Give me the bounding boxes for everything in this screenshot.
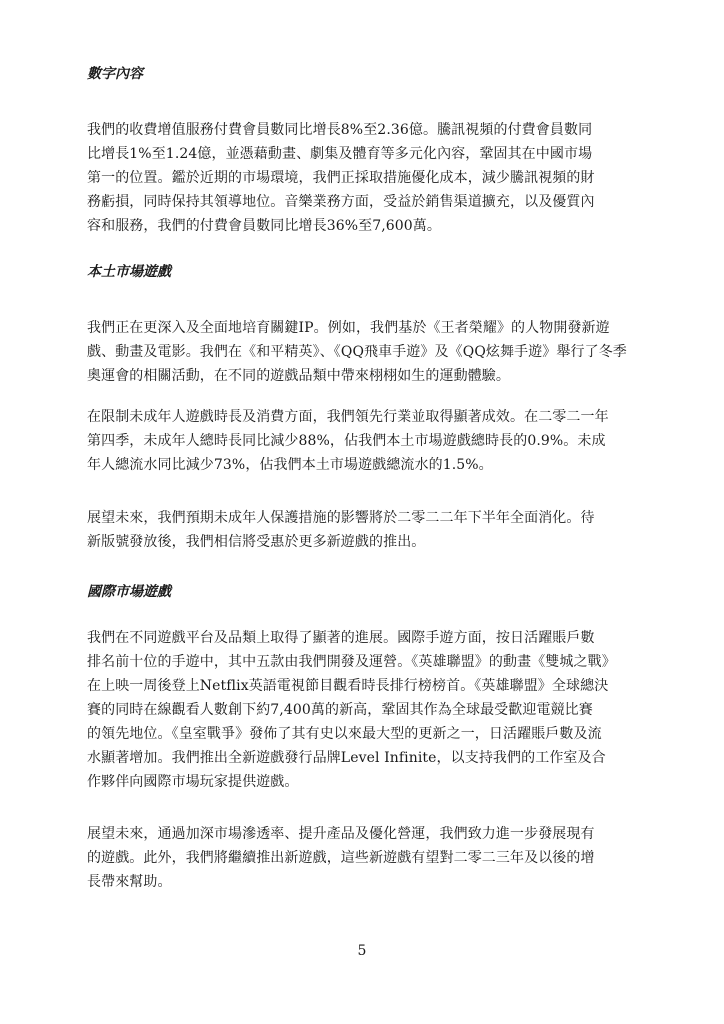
section-international-games xyxy=(87,580,639,604)
text-line: 的遊戲。此外，我們將繼續推出新遊戲，這些新遊戲有望對二零二三年及以後的增 xyxy=(87,850,595,866)
text-line: 比增長1%至1.24億，並憑藉動畫、劇集及體育等多元化內容，鞏固其在中國市場 xyxy=(87,146,593,162)
text-line: 展望未來，我們預期未成年人保護措施的影響將於二零二二年下半年全面消化。待 xyxy=(87,510,595,526)
paragraph xyxy=(87,822,639,894)
page-number: 5 xyxy=(357,943,367,959)
section-domestic-games xyxy=(87,260,639,284)
text-line: 奧運會的相關活動，在不同的遊戲品類中帶來栩栩如生的運動體驗。 xyxy=(87,368,510,384)
paragraph xyxy=(87,626,639,794)
paragraph xyxy=(87,118,639,238)
text-line: 的領先地位。《皇室戰爭》發佈了其有史以來最大型的更新之一，日活躍賬戶數及流 xyxy=(87,726,602,742)
section-heading: 國際市場遊戲 xyxy=(87,584,171,600)
text-line: 水顯著增加。我們推出全新遊戲發行品牌Level Infinite，以支持我們的工作室及合 xyxy=(87,750,606,766)
text-line: 在限制未成年人遊戲時長及消費方面，我們領先行業並取得顯著成效。在二零二一年 xyxy=(87,409,609,425)
text-line: 展望未來，通過加深市場滲透率、提升產品及優化營運，我們致力進一步發展現有 xyxy=(87,826,595,842)
text-line: 戲、動畫及電影。我們在《和平精英》、《QQ飛車手遊》及《QQ炫舞手遊》舉行了冬季 xyxy=(87,344,627,360)
paragraph xyxy=(87,405,639,477)
text-line: 我們正在更深入及全面地培育關鍵IP。例如，我們基於《王者榮耀》的人物開發新遊 xyxy=(87,320,610,336)
text-line: 排名前十位的手遊中，其中五款由我們開發及運營。《英雄聯盟》的動畫《雙城之戰》 xyxy=(87,654,616,670)
text-line: 務虧損，同時保持其領導地位。音樂業務方面，受益於銷售渠道擴充，以及優質內 xyxy=(87,194,595,210)
section-digital-content xyxy=(87,62,639,86)
text-line: 新版號發放後，我們相信將受惠於更多新遊戲的推出。 xyxy=(87,534,426,550)
text-line: 賽的同時在線觀看人數創下約7,400萬的新高，鞏固其作為全球最受歡迎電競比賽 xyxy=(87,702,593,718)
paragraph xyxy=(87,316,639,388)
text-line: 我們在不同遊戲平台及品類上取得了顯著的進展。國際手遊方面，按日活躍賬戶數 xyxy=(87,630,595,646)
text-line: 第一的位置。鑑於近期的市場環境，我們正採取措施優化成本，減少騰訊視頻的財 xyxy=(87,170,595,186)
text-line: 第四季，未成年人總時長同比減少88%，佔我們本土市場遊戲總時長的0.9%。未成 xyxy=(87,433,606,449)
text-line: 在上映一周後登上Netflix英語電視節目觀看時長排行榜榜首。《英雄聯盟》全球總決 xyxy=(87,678,609,694)
text-line: 容和服務，我們的付費會員數同比增長36%至7,600萬。 xyxy=(87,218,441,234)
text-line: 長帶來幫助。 xyxy=(87,874,172,890)
paragraph xyxy=(87,506,639,554)
section-heading: 數字內容 xyxy=(87,66,143,82)
section-heading: 本土市場遊戲 xyxy=(87,264,171,280)
text-line: 作夥伴向國際市場玩家提供遊戲。 xyxy=(87,774,299,790)
text-line: 我們的收費增值服務付費會員數同比增長8%至2.36億。騰訊視頻的付費會員數同 xyxy=(87,122,593,138)
text-line: 年人總流水同比減少73%，佔我們本土市場遊戲總流水的1.5%。 xyxy=(87,457,493,473)
